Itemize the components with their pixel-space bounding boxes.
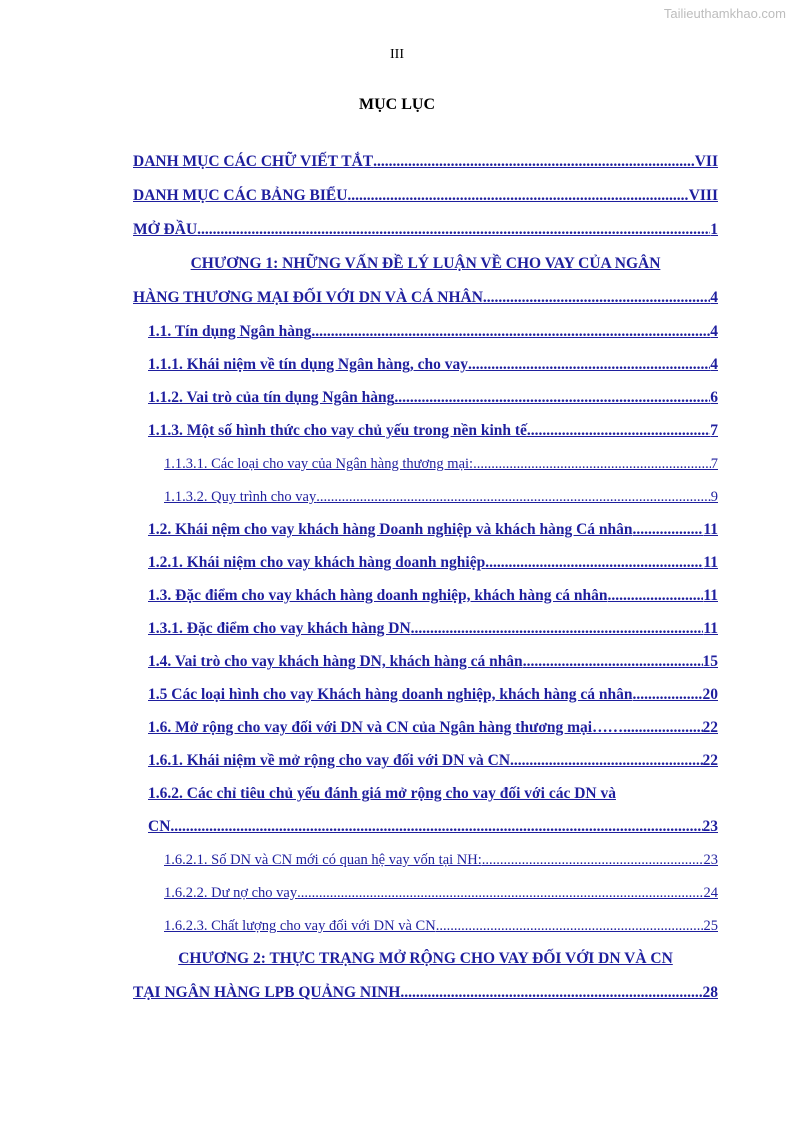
toc-entry-1-6-2-heading[interactable]	[133, 781, 718, 814]
watermark: Tailieuthamkhao.com	[663, 6, 786, 21]
toc-entry-page: 11	[703, 587, 718, 604]
toc-entry-1-6[interactable]	[133, 715, 718, 748]
toc-entry-page: 24	[703, 885, 718, 901]
toc-entry-page: VIII	[688, 187, 718, 204]
toc-entry-text: 1.1.3.2. Quy trình cho vay	[164, 489, 317, 505]
toc-entry-text: 1.5 Các loại hình cho vay Khách hàng doanh nghiệp, khách hàng cá nhân	[148, 686, 633, 703]
toc-entry-1-1-2[interactable]	[133, 385, 718, 418]
toc-entry-abbreviations[interactable]	[133, 149, 718, 183]
toc-entry-page: VII	[694, 153, 718, 170]
toc-entry-page: 11	[703, 554, 718, 571]
toc-entry-text: DANH MỤC CÁC BẢNG BIỂU	[133, 187, 348, 204]
toc-entry-1-6-2-2[interactable]	[133, 880, 718, 913]
toc-entry-text: HÀNG THƯƠNG MẠI ĐỐI VỚI DN VÀ CÁ NHÂN	[133, 289, 483, 306]
table-of-contents	[133, 149, 718, 1014]
toc-entry-page: 25	[703, 918, 718, 934]
toc-entry-page: 11	[703, 620, 718, 637]
toc-entry-text: 1.1.1. Khái niệm về tín dụng Ngân hàng, cho vay	[148, 356, 468, 373]
toc-entry-introduction[interactable]	[133, 217, 718, 251]
toc-entry-text: 1.6. Mở rộng cho vay đối với DN và CN của Ngân hàng thương mại……	[148, 719, 624, 736]
toc-entry-1-3[interactable]	[133, 583, 718, 616]
toc-title: MỤC LỤC	[359, 96, 435, 113]
toc-entry-1-5[interactable]	[133, 682, 718, 715]
toc-entry-page: 6	[710, 389, 718, 406]
toc-entry-page: 20	[702, 686, 718, 703]
toc-entry-page: 7	[710, 456, 718, 472]
toc-entry-text: 1.1.3.1. Các loại cho vay của Ngân hàng thương mại:	[164, 456, 474, 472]
toc-entry-text: 1.6.2. Các chỉ tiêu chủ yếu đánh giá mở rộng cho vay đối với các DN và	[148, 785, 616, 802]
toc-entry-1-1[interactable]	[133, 319, 718, 352]
toc-entry-1-1-1[interactable]	[133, 352, 718, 385]
toc-entry-1-1-3[interactable]	[133, 418, 718, 451]
toc-entry-page: 28	[702, 984, 718, 1001]
toc-entry-text: 1.6.1. Khái niệm về mở rộng cho vay đối với DN và CN	[148, 752, 511, 769]
toc-entry-page: 22	[702, 752, 718, 769]
toc-entry-chapter-1[interactable]	[133, 285, 718, 319]
toc-entry-text: 1.3.1. Đặc điểm cho vay khách hàng DN	[148, 620, 411, 637]
toc-entry-text: 1.1.3. Một số hình thức cho vay chủ yếu trong nền kinh tế	[148, 422, 527, 439]
toc-entry-text: 1.4. Vai trò cho vay khách hàng DN, khách hàng cá nhân	[148, 653, 523, 670]
toc-entry-1-4[interactable]	[133, 649, 718, 682]
toc-entry-page: 4	[710, 323, 718, 340]
toc-entry-text: DANH MỤC CÁC CHỮ VIẾT TẮT	[133, 153, 374, 170]
toc-entry-text: TẠI NGÂN HÀNG LPB QUẢNG NINH	[133, 984, 401, 1001]
toc-entry-page: 4	[710, 356, 718, 373]
toc-entry-1-1-3-1[interactable]	[133, 451, 718, 484]
toc-entry-text: CN	[148, 818, 171, 835]
toc-entry-page: 15	[702, 653, 718, 670]
toc-entry-text: 1.1.2. Vai trò của tín dụng Ngân hàng	[148, 389, 395, 406]
toc-entry-page: 23	[703, 852, 718, 868]
toc-entry-chapter-2[interactable]	[133, 980, 718, 1014]
toc-entry-text: 1.3. Đặc điểm cho vay khách hàng doanh nghiệp, khách hàng cá nhân	[148, 587, 608, 604]
toc-entry-1-3-1[interactable]	[133, 616, 718, 649]
toc-entry-page: 11	[703, 521, 718, 538]
toc-entry-page: 7	[710, 422, 718, 439]
toc-entry-1-6-2[interactable]	[133, 814, 718, 847]
toc-entry-chapter-2-heading[interactable]: CHƯƠNG 2: THỰC TRẠNG MỞ RỘNG CHO VAY ĐỐI VỚI DN VÀ CN	[178, 950, 673, 967]
toc-entry-text: MỞ ĐẦU	[133, 221, 198, 238]
toc-entry-page: 22	[702, 719, 718, 736]
toc-entry-text: 1.1. Tín dụng Ngân hàng	[148, 323, 312, 340]
toc-entry-1-6-2-1[interactable]	[133, 847, 718, 880]
page-number: III	[390, 47, 404, 62]
toc-entry-page: 9	[710, 489, 718, 505]
toc-entry-1-2[interactable]	[133, 517, 718, 550]
toc-entry-1-6-2-3[interactable]	[133, 913, 718, 946]
toc-entry-chapter-1-heading[interactable]: CHƯƠNG 1: NHỮNG VẤN ĐỀ LÝ LUẬN VỀ CHO VAY CỦA NGÂN	[190, 255, 661, 272]
toc-entry-1-6-1[interactable]	[133, 748, 718, 781]
toc-entry-text: 1.6.2.1. Số DN và CN mới có quan hệ vay vốn tại NH:	[164, 852, 482, 868]
toc-entry-text: 1.6.2.2. Dư nợ cho vay	[164, 885, 298, 901]
toc-entry-text: 1.2. Khái nệm cho vay khách hàng Doanh nghiệp và khách hàng Cá nhân	[148, 521, 633, 538]
toc-entry-1-1-3-2[interactable]	[133, 484, 718, 517]
toc-entry-page: 4	[710, 289, 718, 306]
toc-entry-text: 1.6.2.3. Chất lượng cho vay đối với DN và CN	[164, 918, 436, 934]
toc-entry-page: 1	[710, 221, 718, 238]
toc-entry-tables[interactable]	[133, 183, 718, 217]
toc-entry-text: 1.2.1. Khái niệm cho vay khách hàng doanh nghiệp	[148, 554, 486, 571]
toc-entry-page: 23	[702, 818, 718, 835]
toc-entry-1-2-1[interactable]	[133, 550, 718, 583]
